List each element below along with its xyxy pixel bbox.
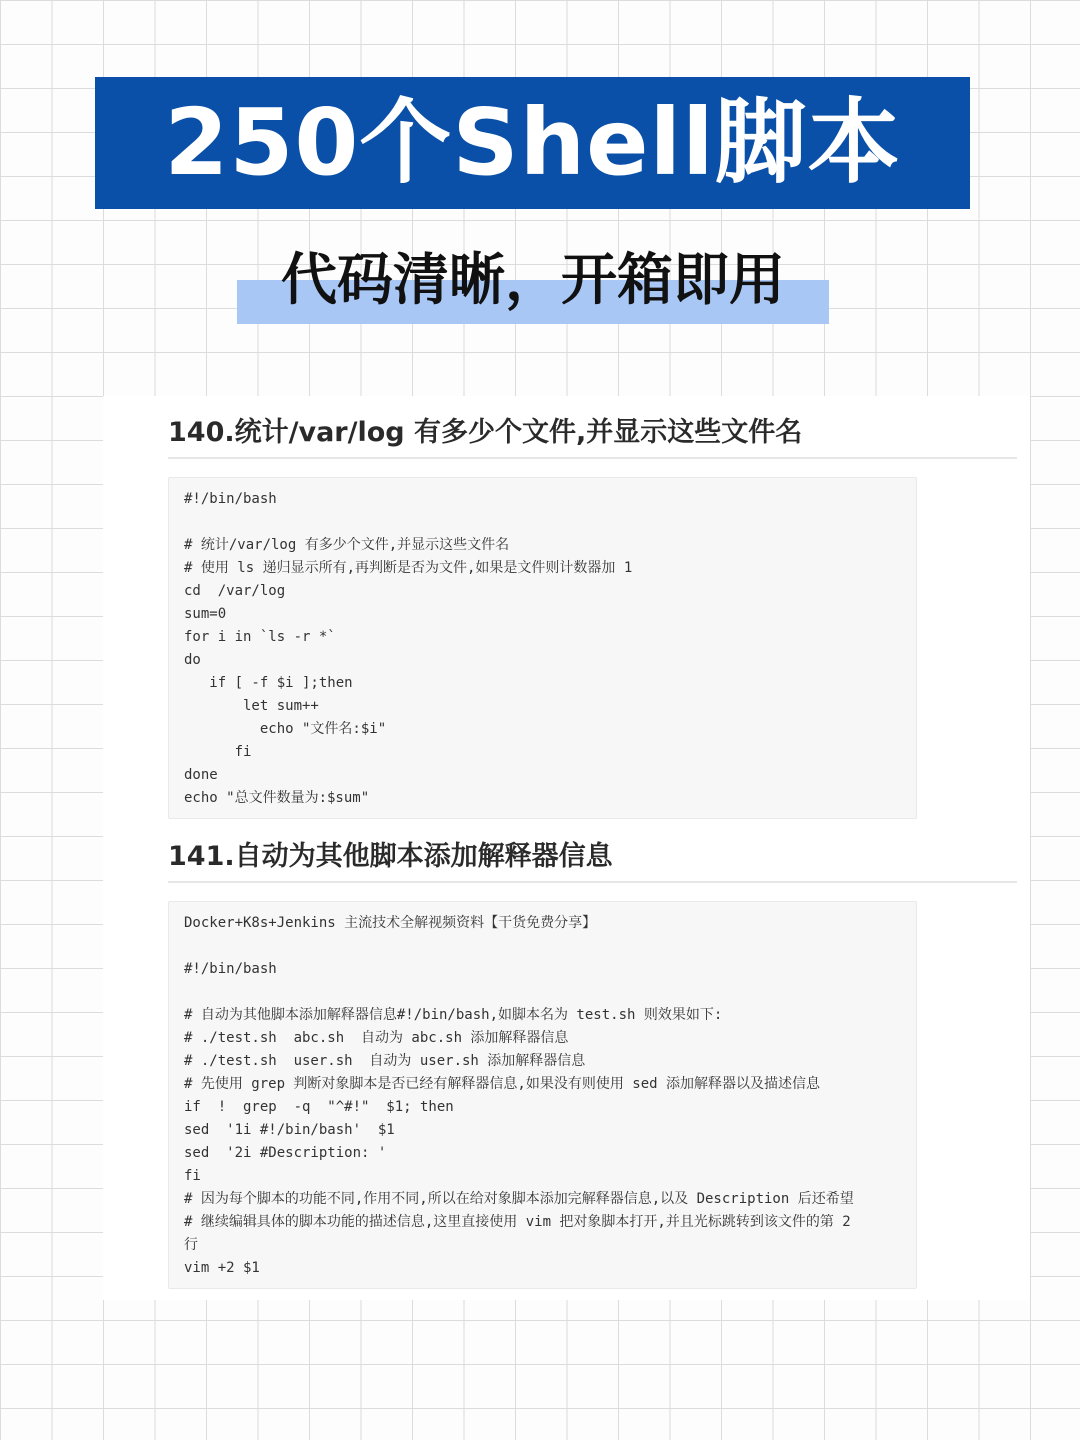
code-line: #!/bin/bash [184, 491, 277, 507]
page-subtitle: 代码清晰，开箱即用 [281, 248, 785, 313]
document-page [103, 396, 1030, 1300]
code-line: # 先使用 grep 判断对象脚本是否已经有解释器信息,如果没有则使用 sed 添加解释器以及描述信息 [184, 1076, 820, 1092]
code-line: # 自动为其他脚本添加解释器信息#!/bin/bash,如脚本名为 test.sh 则效果如下: [184, 1007, 723, 1023]
code-line: sum=0 [184, 606, 227, 622]
code-line: # 使用 ls 递归显示所有,再判断是否为文件,如果是文件则计数器加 1 [184, 560, 633, 576]
code-line: echo "总文件数量为:$sum" [184, 790, 370, 806]
code-block-141 [168, 901, 917, 1289]
code-line: fi [184, 744, 252, 760]
code-line: # ./test.sh abc.sh 自动为 abc.sh 添加解释器信息 [184, 1030, 569, 1046]
code-line: cd /var/log [184, 583, 286, 599]
code-line: # 继续编辑具体的脚本功能的描述信息,这里直接使用 vim 把对象脚本打开,并且光标跳转到该文件的第 2 [184, 1214, 851, 1230]
code-line [184, 981, 901, 1004]
code-line: sed '2i #Description: ' [184, 1145, 387, 1161]
code-line: sed '1i #!/bin/bash' $1 [184, 1122, 395, 1138]
code-line: do [184, 652, 201, 668]
code-line [184, 935, 901, 958]
code-block-140 [168, 477, 917, 819]
heading-divider [168, 457, 1017, 459]
page-title: 250个Shell脚本 [164, 89, 901, 196]
code-line: 行 [184, 1237, 198, 1253]
code-line: # 因为每个脚本的功能不同,作用不同,所以在给对象脚本添加完解释器信息,以及 Description 后还希望 [184, 1191, 854, 1207]
code-line: for i in `ls -r *` [184, 629, 336, 645]
code-line: #!/bin/bash [184, 961, 277, 977]
section-heading-141: 141.自动为其他脚本添加解释器信息 [168, 841, 613, 872]
title-banner [95, 77, 970, 209]
heading-divider [168, 881, 1017, 883]
code-line: # ./test.sh user.sh 自动为 user.sh 添加解释器信息 [184, 1053, 586, 1069]
code-line: echo "文件名:$i" [184, 721, 387, 737]
section-heading-140: 140.统计/var/log 有多少个文件,并显示这些文件名 [168, 417, 803, 448]
code-line: fi [184, 1168, 201, 1184]
code-line: Docker+K8s+Jenkins 主流技术全解视频资料【干货免费分享】 [184, 915, 597, 931]
code-line: # 统计/var/log 有多少个文件,并显示这些文件名 [184, 537, 510, 553]
code-line: if ! grep -q "^#!" $1; then [184, 1099, 454, 1115]
code-line: vim +2 $1 [184, 1260, 260, 1276]
code-line: done [184, 767, 218, 783]
code-line [184, 511, 901, 534]
code-line: let sum++ [184, 698, 319, 714]
code-line: if [ -f $i ];then [184, 675, 353, 691]
